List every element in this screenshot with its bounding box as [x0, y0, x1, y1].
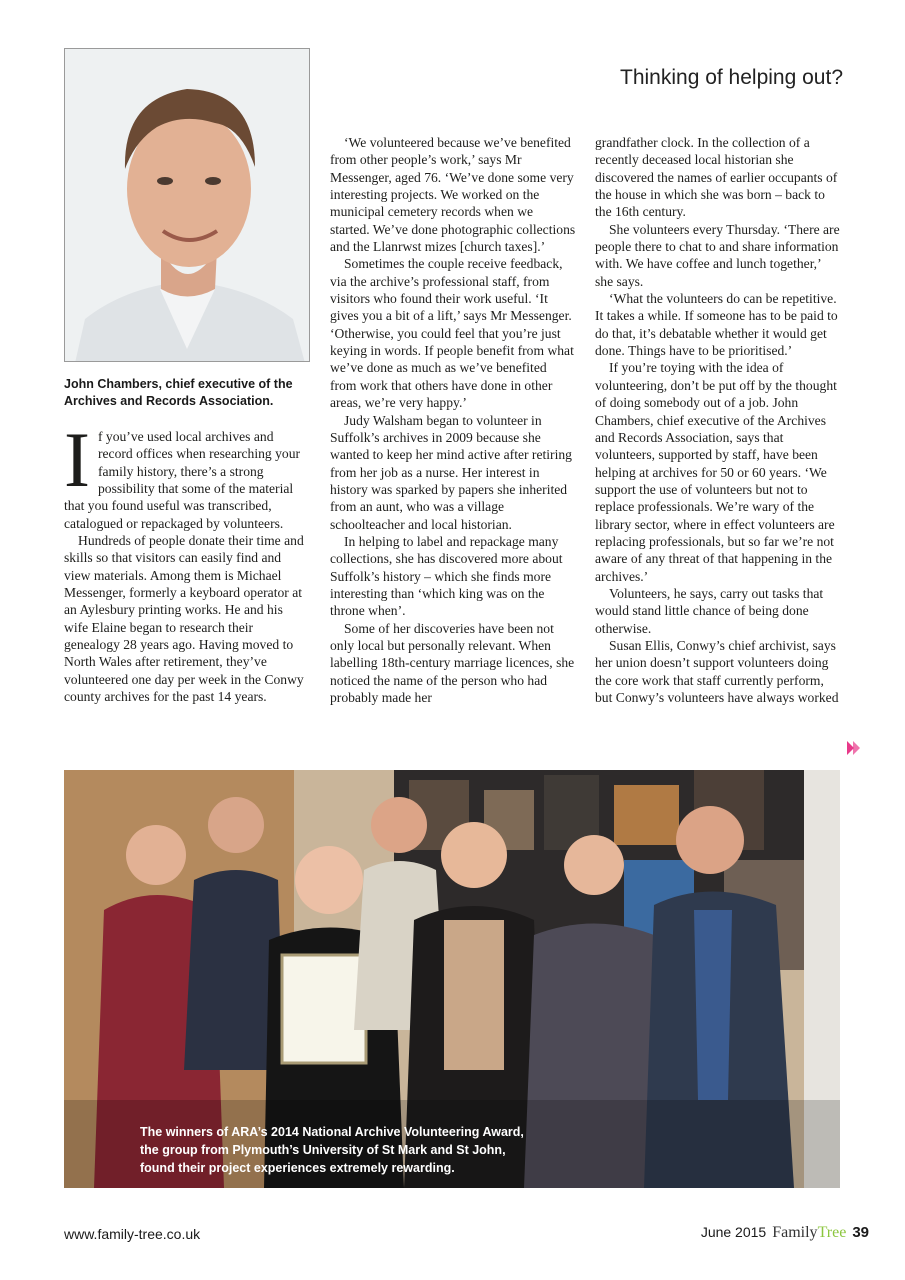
page-number: 39: [852, 1224, 869, 1241]
paragraph: In helping to label and repackage many collections, she has discovered more about Suffolk’s history – which she finds more interesting than ‘which king was on the throne when’.: [330, 533, 563, 619]
paragraph: If you’re toying with the idea of volunteering, don’t be put off by the thought of doing somebody out of a job. John Chambers, chief executive of the Archives and Records Association, says that volunteers, supported by staff, have been helping at archives for 50 or 60 years. ‘We support the use of volunteers but not to replace professionals. We’re wary of the library sector, where in effect volunteers are replacing professionals, but so far we’re not aware of any threat of that happening in the archives.’: [595, 360, 837, 584]
portrait-photo: [64, 48, 310, 362]
continue-arrow-icon: [846, 740, 862, 756]
section-header-label: Thinking of helping out?: [620, 66, 843, 89]
article-column-3: [595, 134, 841, 706]
issue-date: June 2015: [700, 1224, 767, 1240]
brand-logo: [772, 1224, 846, 1242]
paragraph: ‘We volunteered because we’ve benefited from other people’s work,’ says Mr Messenger, aged 76. ‘We’ve done some very interesting projects. We worked on the municipal cemetery records when we started. We’ve done photographic collections and the Llanrwst mizes [church taxes].’: [330, 135, 576, 255]
paragraph: Judy Walsham began to volunteer in Suffolk’s archives in 2009 because she wanted to keep her mind active after retiring from her job as a nurse. Her interest in history was sparked by papers she inherited from an aunt, who was a village schoolteacher and local historian.: [330, 412, 572, 532]
article-column-1: [64, 416, 310, 706]
footer-info: [701, 1224, 869, 1242]
portrait-caption: John Chambers, chief executive of the Archives and Records Association.: [64, 377, 293, 408]
article-column-2: [330, 134, 576, 706]
paragraph: She volunteers every Thursday. ‘There are people there to chat to and share information with. We have coffee and lunch together,’ she says.: [595, 221, 840, 289]
paragraph: Hundreds of people donate their time and skills so that visitors can easily find and view materials. Among them is Michael Messenger, formerly a keyboard operator at an Aylesbury printing works. He and his wife Elaine began to research their genealogy 28 years ago. Having moved to North Wales after retirement, they’ve volunteered one day per week in the Conwy county archives for the past 14 years.: [64, 533, 304, 705]
paragraph: ‘What the volunteers do can be repetitive. It takes a while. If someone has to be paid to do that, it’s debatable whether it would get done. Things have to be prioritised.’: [595, 291, 838, 359]
paragraph: Sometimes the couple receive feedback, via the archive’s professional staff, from visitors who found their work useful. ‘It gives you a bit of a lift,’ says Mr Messenger. ‘Otherwise, you could feel that you’re just keying in words. If people benefit from what we’ve done as much as we’ve benefited from work that others have done in other areas, we’re very happy.’: [330, 256, 574, 411]
group-photo-caption: The winners of ARA’s 2014 National Archive Volunteering Award, the group from Plymouth’s University of St Mark and St John, found their project experiences extremely rewarding.: [140, 1125, 524, 1175]
paragraph: f you’ve used local archives and record offices when researching your family history, there’s a strong possibility that some of the material that you found useful was transcribed, catalogued or repackaged by volunteers.: [64, 429, 301, 531]
brand-part-tree: Tree: [817, 1224, 847, 1241]
paragraph: Susan Ellis, Conwy’s chief archivist, says her union doesn’t support volunteers doing the core work that staff currently perform, but Conwy’s volunteers have always worked: [595, 637, 839, 705]
paragraph: Volunteers, he says, carry out tasks that would stand little chance of being done otherwise.: [595, 585, 824, 636]
footer-url: www.family-tree.co.uk: [64, 1226, 201, 1242]
paragraph: grandfather clock. In the collection of a recently deceased local historian she discovered the names of earlier occupants of the house in which she was born – back to the 16th century.: [595, 135, 838, 220]
drop-cap: I: [64, 416, 90, 503]
brand-part-family: Family: [772, 1224, 818, 1241]
paragraph: Some of her discoveries have been not only local but personally relevant. When labelling 18th-century marriage licences, she noticed the name of the person who had probably made her: [330, 620, 575, 705]
